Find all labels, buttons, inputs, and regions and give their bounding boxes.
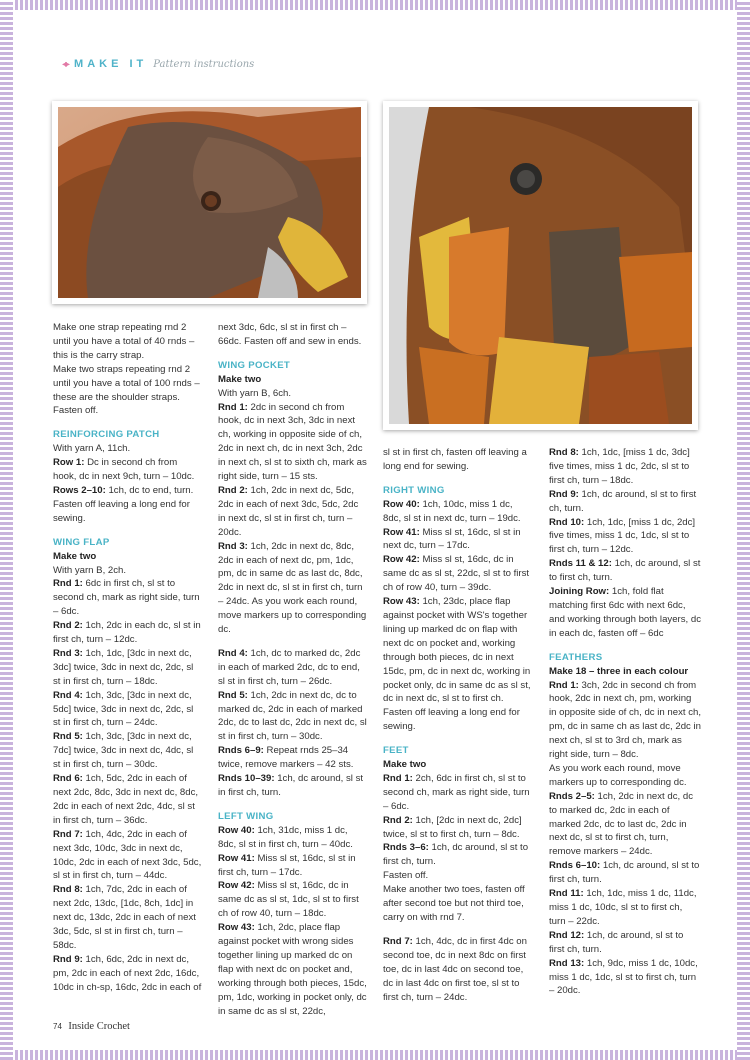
row-label: Rnds 10–39:	[218, 773, 275, 785]
row-label: Rnd 5:	[53, 731, 83, 743]
instruction-row: Rnd 6: 1ch, 5dc, 2dc in each of next 2dc, 8dc, 3dc in next dc, 8dc, 2dc in each of next 2dc, 4dc, sl st in first ch, turn – 36dc.	[53, 773, 199, 826]
instruction-row: Rnd 2: 1ch, 2dc in each dc, sl st in first ch, turn – 12dc.	[53, 620, 201, 646]
instruction-row: Row 1: Dc in second ch from hook, dc in next 9ch, turn – 10dc.	[53, 457, 195, 483]
section-heading: WING FLAP	[53, 536, 110, 548]
section-heading: LEFT WING	[218, 810, 274, 822]
section-heading: REINFORCING PATCH	[53, 429, 160, 441]
section-heading: FEET	[383, 745, 409, 757]
subheading: Make two	[383, 759, 427, 771]
wing-pocket-photo-icon	[58, 107, 361, 298]
paragraph: Fasten off.	[383, 870, 429, 882]
row-label: Rnds 3–6:	[383, 842, 429, 854]
instruction-row: Row 40: 1ch, 31dc, miss 1 dc, 8dc, sl st in first ch, turn – 40dc.	[218, 824, 353, 850]
row-label: Rnds 11 & 12:	[549, 558, 612, 570]
row-label: Row 42:	[383, 554, 420, 566]
text-column-2	[218, 321, 368, 1019]
row-label: Rnd 7:	[383, 935, 413, 947]
instruction-row: Rnd 8: 1ch, 7dc, 2dc in each of next 2dc, 13dc, [1dc, 8ch, 1dc] in next dc, 13dc, 2dc in each of next 3dc, 5dc, sl st in first ch, turn – 58dc.	[53, 884, 196, 951]
row-label: Rnd 1:	[383, 772, 413, 784]
row-label: Rnd 12:	[549, 929, 585, 941]
subheading: Make two	[53, 550, 97, 562]
instruction-row: Rnd 10: 1ch, 1dc, [miss 1 dc, 2dc] five times, miss 1 dc, 1dc, sl st to first ch, turn – 12dc.	[549, 516, 696, 556]
row-label: Row 41:	[383, 526, 420, 538]
row-label: Rnd 8:	[53, 884, 83, 896]
instruction-row: Joining Row: 1ch, fold flat matching first 6dc with next 6dc, and working through both layers, dc in each dc, fasten off – 6dc	[549, 586, 701, 639]
paragraph: Make two straps repeating rnd 2 until you have a total of 100 rnds – these are the shoulder straps. Fasten off.	[53, 363, 200, 417]
row-label: Rnd 9:	[53, 953, 83, 965]
instruction-row: Rnds 6–9: Repeat rnds 25–34 twice, remove markers – 42 sts.	[218, 745, 354, 771]
decorative-border-left	[0, 0, 13, 1060]
instruction-row: Rnd 5: 1ch, 3dc, [3dc in next dc, 7dc] twice, 3dc in next dc, 4dc, sl st in first ch, turn – 30dc.	[53, 731, 194, 771]
row-label: Rnd 1:	[549, 679, 579, 691]
instruction-row: Row 41: Miss sl st, 16dc, sl st in next dc, turn – 17dc.	[383, 526, 521, 552]
decorative-border-right	[737, 0, 750, 1060]
instruction-row: Row 40: 1ch, 10dc, miss 1 dc, 8dc, sl st in next dc, turn – 19dc.	[383, 498, 521, 524]
row-label: Rnd 3:	[53, 647, 83, 659]
row-label: Rnd 3:	[218, 540, 248, 552]
spacer	[218, 800, 368, 810]
paragraph: Make one strap repeating rnd 2 until you have a total of 40 rnds – this is the carry strap.	[53, 322, 195, 361]
row-label: Rnds 6–10:	[549, 860, 601, 872]
row-label: Rnd 6:	[53, 773, 83, 785]
spacer	[383, 734, 533, 744]
subheading: Make two	[218, 373, 262, 385]
page-footer	[53, 1021, 130, 1032]
row-label: Rnd 8:	[549, 447, 579, 458]
instruction-row: Rnd 1: 2ch, 6dc in first ch, sl st to second ch, mark as right side, turn – 6dc.	[383, 772, 530, 812]
spacer	[549, 641, 701, 651]
spacer	[53, 418, 203, 428]
row-label: Row 43:	[383, 596, 420, 608]
instruction-row: Row 43: 1ch, 23dc, place flap against pocket with WS's together lining up marked dc on flap with next dc on pocket and, working through both pieces, dc in next 15dc, pm, dc in next dc, working in pocket only, dc in same dc as sl st, dc in next dc, sl st to first ch. Fasten off leaving a long end for sewing.	[383, 596, 531, 733]
instruction-row: Rnds 10–39: 1ch, dc around, sl st in first ch, turn.	[218, 773, 364, 798]
instruction-row: Row 42: Miss sl st, 16dc, dc in same dc as sl st, 22dc, sl st to first ch of row 40, turn – 39dc.	[383, 554, 530, 594]
arrows-icon: ◂▸	[62, 58, 69, 70]
row-label: Row 40:	[218, 824, 255, 836]
magazine-title: Inside Crochet	[68, 1021, 130, 1032]
spacer	[218, 637, 368, 647]
instruction-row: Rnd 13: 1ch, 9dc, miss 1 dc, 10dc, miss 1 dc, 1dc, sl st to first ch, turn – 20dc.	[549, 957, 698, 997]
spacer	[218, 349, 368, 359]
spacer	[383, 474, 533, 484]
paragraph: next 3dc, 6dc, sl st in first ch – 66dc. Fasten off and sew in ends.	[218, 322, 362, 347]
page-number: 74	[53, 1022, 62, 1031]
row-label: Rnd 11:	[549, 888, 584, 900]
turkey-back-photo-icon	[389, 107, 692, 424]
subheading: Make 18 – three in each colour	[549, 665, 689, 677]
row-label: Rnd 2:	[218, 484, 248, 496]
text-column-4	[549, 446, 701, 998]
row-label: Rnd 7:	[53, 828, 83, 840]
instruction-row: Rnds 11 & 12: 1ch, dc around, sl st to first ch, turn.	[549, 558, 701, 584]
row-label: Row 1:	[53, 457, 85, 469]
paragraph: As you work each round, move markers up to corresponding dc.	[549, 762, 687, 788]
instruction-row: Rnd 8: 1ch, 1dc, [miss 1 dc, 3dc] five times, miss 1 dc, 2dc, sl st to first ch, turn – 18dc.	[549, 447, 690, 486]
section-subtitle: Pattern instructions	[153, 58, 255, 70]
row-label: Row 41:	[218, 852, 255, 864]
row-label: Rnds 2–5:	[549, 790, 595, 802]
instruction-row: Rnds 6–10: 1ch, dc around, sl st to first ch, turn.	[549, 860, 700, 886]
row-label: Rnd 4:	[53, 689, 83, 701]
instruction-row: Rnd 4: 1ch, 3dc, [3dc in next dc, 5dc] twice, 3dc in next dc, 2dc, sl st in first ch, turn – 24dc.	[53, 689, 194, 729]
paragraph: sl st in first ch, fasten off leaving a long end for sewing.	[383, 447, 527, 472]
section-header	[62, 58, 254, 70]
instruction-row: Rnd 9: 1ch, dc around, sl st to first ch, turn.	[549, 488, 697, 514]
section-heading: WING POCKET	[218, 359, 291, 371]
instruction-row: Rnd 1: 2dc in second ch from hook, dc in next 3ch, 3dc in next ch, working in opposite side of ch, 2dc in next ch, dc in next 3ch, 2dc in next ch, sl st to sixth ch, mark as right side, turn – 15 sts.	[218, 401, 367, 483]
section-heading: FEATHERS	[549, 651, 603, 663]
row-label: Rnd 1:	[53, 578, 83, 590]
section-heading: RIGHT WING	[383, 484, 445, 496]
row-label: Joining Row:	[549, 586, 610, 598]
spacer	[53, 526, 203, 536]
instruction-row: Rnd 4: 1ch, dc to marked dc, 2dc in each of marked 2dc, dc to end, sl st in first ch, turn – 26dc.	[218, 647, 361, 687]
row-label: Rnd 2:	[53, 620, 83, 632]
row-label: Rnd 13:	[549, 957, 585, 969]
instruction-row: Rows 2–10: 1ch, dc to end, turn. Fasten off leaving a long end for sewing.	[53, 484, 194, 524]
instruction-row: Rnds 3–6: 1ch, dc around, sl st to first ch, turn.	[383, 842, 529, 868]
instruction-row: Rnd 5: 1ch, 2dc in next dc, dc to marked dc, 2dc in each of marked 2dc, dc to last dc, 2dc in next dc, sl st in first ch, turn – 30dc.	[218, 689, 367, 743]
row-label: Row 40:	[383, 498, 420, 510]
row-label: Row 43:	[218, 922, 255, 934]
instruction-row: Rnd 1: 3ch, 2dc in second ch from hook, 2dc in next ch, pm, working in opposite side of ch, dc in next ch, pm, dc in same ch as last dc, 2dc in next ch, sl st to 3rd ch, mark as right side, turn – 8dc.	[549, 679, 701, 761]
row-label: Rnd 2:	[383, 814, 413, 826]
instruction-row: Rnd 12: 1ch, dc around, sl st to first ch, turn.	[549, 929, 684, 955]
instruction-row: Rnd 7: 1ch, 4dc, dc in first 4dc on second toe, dc in next 8dc on first toe, dc in last 4dc on second toe, dc in last 4dc on first toe, sl st to first ch, turn – 24dc.	[383, 935, 527, 1003]
decorative-border-top	[0, 0, 750, 10]
row-label: Rnd 5:	[218, 689, 248, 701]
instruction-row: Rnd 1: 6dc in first ch, sl st to second ch, mark as right side, turn – 6dc.	[53, 578, 200, 618]
instruction-row: Rnd 9: 1ch, 6dc, 2dc in next dc, pm, 2dc in each of next 2dc, 16dc, 10dc in ch-sp, 16dc, 2dc in each of	[53, 953, 202, 993]
instruction-row: Row 43: 1ch, 2dc, place flap against pocket with wrong sides together lining up marked dc on flap with next dc on pocket and, working through both pieces, 15dc, pm, 1dc, working in pocket only, dc in same dc as sl st, 22dc,	[218, 922, 367, 1017]
section-title: MAKE IT	[74, 58, 148, 70]
instruction-row: Rnd 11: 1ch, 1dc, miss 1 dc, 11dc, miss 1 dc, 10dc, sl st to first ch, turn – 22dc.	[549, 888, 697, 927]
row-label: Rnds 6–9:	[218, 745, 264, 757]
instruction-row: Rnd 2: 1ch, 2dc in next dc, 5dc, 2dc in each of next 3dc, 5dc, 2dc in next dc, sl st in first ch, turn – 20dc.	[218, 484, 359, 538]
paragraph: With yarn A, 11ch.	[53, 443, 131, 455]
instruction-row: Row 42: Miss sl st, 16dc, dc in same dc as sl st, 1dc, sl st to first ch of row 40, turn – 18dc.	[218, 880, 359, 920]
spacer	[383, 925, 533, 935]
row-label: Rnd 9:	[549, 488, 579, 500]
instruction-row: Rnd 3: 1ch, 2dc in next dc, 8dc, 2dc in each of next dc, pm, 1dc, pm, dc in same dc as last dc, 8dc, 2dc in next dc, sl st in first ch, turn – 24dc. As you work each round, move markers up to corresponding dc.	[218, 540, 367, 636]
row-label: Rows 2–10:	[53, 484, 106, 496]
row-label: Rnd 4:	[218, 647, 248, 659]
paragraph: Make another two toes, fasten off after second toe but not third toe, carry on with rnd 7.	[383, 884, 525, 923]
instruction-row: Rnd 2: 1ch, [2dc in next dc, 2dc] twice, sl st to first ch, turn – 8dc.	[383, 814, 522, 840]
instruction-row: Rnds 2–5: 1ch, 2dc in next dc, dc to marked dc, 2dc in each of marked 2dc, dc to last dc, 2dc in next dc, sl st to first ch, turn, remove markers – 24dc.	[549, 790, 693, 858]
row-label: Row 42:	[218, 880, 255, 892]
instruction-row: Rnd 7: 1ch, 4dc, 2dc in each of next 3dc, 10dc, 3dc in next dc, 10dc, 2dc in each of next 3dc, 5dc, sl st in first ch, turn – 44dc.	[53, 828, 202, 882]
row-label: Rnd 10:	[549, 516, 585, 528]
text-column-3	[383, 446, 533, 1004]
photo-wing-pocket	[52, 101, 367, 304]
row-label: Rnd 1:	[218, 401, 248, 413]
instruction-row: Row 41: Miss sl st, 16dc, sl st in first ch, turn – 17dc.	[218, 852, 356, 878]
paragraph: With yarn B, 6ch.	[218, 387, 292, 399]
text-column-1	[53, 321, 203, 995]
instruction-row: Rnd 3: 1ch, 1dc, [3dc in next dc, 3dc] twice, 3dc in next dc, 2dc, sl st in first ch, turn – 18dc.	[53, 647, 194, 687]
decorative-border-bottom	[0, 1050, 750, 1060]
photo-turkey-back	[383, 101, 698, 430]
paragraph: With yarn B, 2ch.	[53, 564, 127, 576]
